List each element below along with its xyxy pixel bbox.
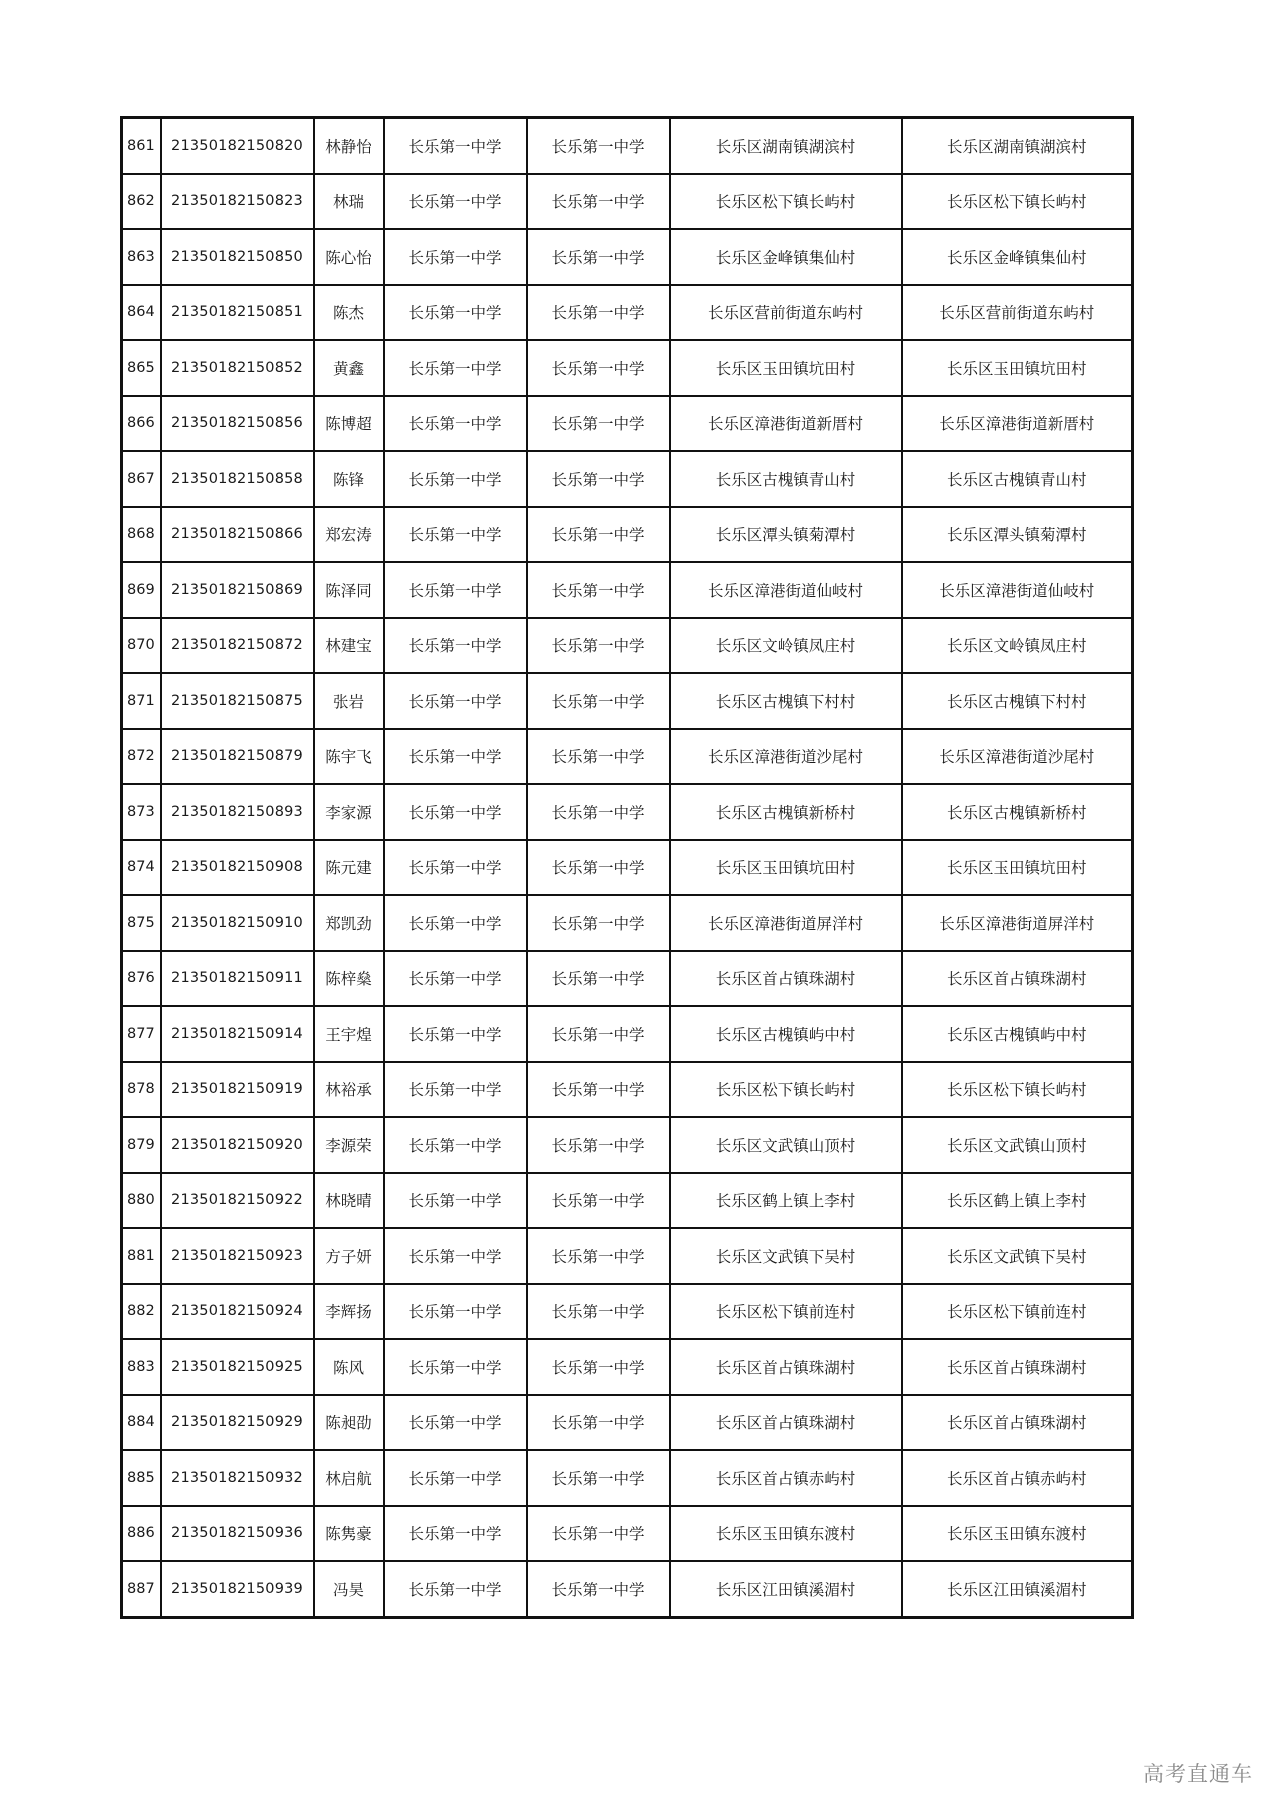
household-address-cell: 长乐区首占镇珠湖村 (670, 951, 902, 1007)
graduation-school-cell: 长乐第一中学 (384, 784, 527, 840)
exam-id-cell: 21350182150929 (161, 1395, 314, 1451)
household-address-cell: 长乐区文武镇下吴村 (670, 1228, 902, 1284)
exam-id-cell: 21350182150852 (161, 340, 314, 396)
student-name-cell: 王宇煌 (314, 1006, 384, 1062)
table-row (122, 1506, 1133, 1562)
student-name-cell: 陈梓燊 (314, 951, 384, 1007)
household-address-cell: 长乐区漳港街道屏洋村 (670, 895, 902, 951)
student-name-cell: 郑凯劲 (314, 895, 384, 951)
table-row (122, 1395, 1133, 1451)
household-address-cell: 长乐区古槐镇下村村 (670, 673, 902, 729)
home-address-cell: 长乐区首占镇珠湖村 (902, 1395, 1133, 1451)
row-number-cell: 870 (122, 618, 161, 674)
row-number-cell: 874 (122, 840, 161, 896)
table-row (122, 340, 1133, 396)
graduation-school-cell: 长乐第一中学 (384, 1561, 527, 1617)
graduation-school-cell: 长乐第一中学 (384, 951, 527, 1007)
home-address-cell: 长乐区首占镇珠湖村 (902, 1339, 1133, 1395)
household-address-cell: 长乐区松下镇长屿村 (670, 174, 902, 230)
student-name-cell: 陈宇飞 (314, 729, 384, 785)
table-row (122, 1561, 1133, 1617)
table-row (122, 1284, 1133, 1340)
row-number-cell: 871 (122, 673, 161, 729)
home-address-cell: 长乐区潭头镇菊潭村 (902, 507, 1133, 563)
graduation-school-cell: 长乐第一中学 (384, 618, 527, 674)
exam-id-cell: 21350182150858 (161, 451, 314, 507)
graduation-school-cell: 长乐第一中学 (384, 1006, 527, 1062)
table-row (122, 451, 1133, 507)
graduation-school-cell: 长乐第一中学 (384, 174, 527, 230)
row-number-cell: 878 (122, 1062, 161, 1118)
exam-id-cell: 21350182150910 (161, 895, 314, 951)
graduation-school-cell: 长乐第一中学 (384, 729, 527, 785)
roster-body (122, 118, 1133, 1618)
household-address-cell: 长乐区松下镇前连村 (670, 1284, 902, 1340)
row-number-cell: 861 (122, 118, 161, 174)
row-number-cell: 872 (122, 729, 161, 785)
household-address-cell: 长乐区首占镇珠湖村 (670, 1339, 902, 1395)
household-address-cell: 长乐区文岭镇凤庄村 (670, 618, 902, 674)
home-address-cell: 长乐区文武镇山顶村 (902, 1117, 1133, 1173)
household-address-cell: 长乐区漳港街道沙尾村 (670, 729, 902, 785)
registered-school-cell: 长乐第一中学 (527, 507, 670, 563)
household-address-cell: 长乐区古槐镇新桥村 (670, 784, 902, 840)
graduation-school-cell: 长乐第一中学 (384, 285, 527, 341)
registered-school-cell: 长乐第一中学 (527, 285, 670, 341)
exam-id-cell: 21350182150875 (161, 673, 314, 729)
row-number-cell: 875 (122, 895, 161, 951)
exam-id-cell: 21350182150936 (161, 1506, 314, 1562)
student-name-cell: 陈隽豪 (314, 1506, 384, 1562)
graduation-school-cell: 长乐第一中学 (384, 1395, 527, 1451)
home-address-cell: 长乐区古槐镇屿中村 (902, 1006, 1133, 1062)
exam-id-cell: 21350182150939 (161, 1561, 314, 1617)
table-row (122, 1173, 1133, 1229)
exam-id-cell: 21350182150851 (161, 285, 314, 341)
row-number-cell: 886 (122, 1506, 161, 1562)
home-address-cell: 长乐区玉田镇坑田村 (902, 840, 1133, 896)
graduation-school-cell: 长乐第一中学 (384, 840, 527, 896)
row-number-cell: 884 (122, 1395, 161, 1451)
table-row (122, 1117, 1133, 1173)
student-name-cell: 黄鑫 (314, 340, 384, 396)
home-address-cell: 长乐区首占镇赤屿村 (902, 1450, 1133, 1506)
graduation-school-cell: 长乐第一中学 (384, 1062, 527, 1118)
student-name-cell: 张岩 (314, 673, 384, 729)
student-name-cell: 陈博超 (314, 396, 384, 452)
row-number-cell: 879 (122, 1117, 161, 1173)
table-row (122, 840, 1133, 896)
exam-id-cell: 21350182150820 (161, 118, 314, 174)
table-row (122, 1062, 1133, 1118)
home-address-cell: 长乐区松下镇长屿村 (902, 1062, 1133, 1118)
registered-school-cell: 长乐第一中学 (527, 1284, 670, 1340)
row-number-cell: 865 (122, 340, 161, 396)
household-address-cell: 长乐区松下镇长屿村 (670, 1062, 902, 1118)
exam-id-cell: 21350182150850 (161, 229, 314, 285)
graduation-school-cell: 长乐第一中学 (384, 1117, 527, 1173)
home-address-cell: 长乐区漳港街道新厝村 (902, 396, 1133, 452)
home-address-cell: 长乐区鹤上镇上李村 (902, 1173, 1133, 1229)
exam-id-cell: 21350182150823 (161, 174, 314, 230)
exam-id-cell: 21350182150932 (161, 1450, 314, 1506)
student-name-cell: 林晓晴 (314, 1173, 384, 1229)
household-address-cell: 长乐区玉田镇坑田村 (670, 340, 902, 396)
student-name-cell: 李家源 (314, 784, 384, 840)
table-row (122, 618, 1133, 674)
table-row (122, 895, 1133, 951)
home-address-cell: 长乐区湖南镇湖滨村 (902, 118, 1133, 174)
home-address-cell: 长乐区玉田镇坑田村 (902, 340, 1133, 396)
home-address-cell: 长乐区漳港街道仙岐村 (902, 562, 1133, 618)
table-row (122, 1339, 1133, 1395)
student-name-cell: 林建宝 (314, 618, 384, 674)
graduation-school-cell: 长乐第一中学 (384, 340, 527, 396)
graduation-school-cell: 长乐第一中学 (384, 1284, 527, 1340)
graduation-school-cell: 长乐第一中学 (384, 895, 527, 951)
household-address-cell: 长乐区金峰镇集仙村 (670, 229, 902, 285)
student-name-cell: 林瑞 (314, 174, 384, 230)
exam-id-cell: 21350182150919 (161, 1062, 314, 1118)
household-address-cell: 长乐区玉田镇坑田村 (670, 840, 902, 896)
student-name-cell: 林静怡 (314, 118, 384, 174)
table-row (122, 784, 1133, 840)
student-name-cell: 陈杰 (314, 285, 384, 341)
row-number-cell: 881 (122, 1228, 161, 1284)
table-row (122, 729, 1133, 785)
row-number-cell: 862 (122, 174, 161, 230)
row-number-cell: 876 (122, 951, 161, 1007)
household-address-cell: 长乐区鹤上镇上李村 (670, 1173, 902, 1229)
registered-school-cell: 长乐第一中学 (527, 1339, 670, 1395)
student-name-cell: 方子妍 (314, 1228, 384, 1284)
registered-school-cell: 长乐第一中学 (527, 340, 670, 396)
registered-school-cell: 长乐第一中学 (527, 1561, 670, 1617)
graduation-school-cell: 长乐第一中学 (384, 673, 527, 729)
registered-school-cell: 长乐第一中学 (527, 895, 670, 951)
exam-id-cell: 21350182150923 (161, 1228, 314, 1284)
home-address-cell: 长乐区古槐镇下村村 (902, 673, 1133, 729)
table-row (122, 118, 1133, 174)
row-number-cell: 887 (122, 1561, 161, 1617)
student-name-cell: 陈心怡 (314, 229, 384, 285)
exam-id-cell: 21350182150924 (161, 1284, 314, 1340)
student-name-cell: 林裕承 (314, 1062, 384, 1118)
registered-school-cell: 长乐第一中学 (527, 1506, 670, 1562)
household-address-cell: 长乐区湖南镇湖滨村 (670, 118, 902, 174)
registered-school-cell: 长乐第一中学 (527, 673, 670, 729)
registered-school-cell: 长乐第一中学 (527, 1450, 670, 1506)
registered-school-cell: 长乐第一中学 (527, 451, 670, 507)
graduation-school-cell: 长乐第一中学 (384, 1339, 527, 1395)
home-address-cell: 长乐区玉田镇东渡村 (902, 1506, 1133, 1562)
household-address-cell: 长乐区江田镇溪湄村 (670, 1561, 902, 1617)
graduation-school-cell: 长乐第一中学 (384, 1506, 527, 1562)
exam-id-cell: 21350182150925 (161, 1339, 314, 1395)
household-address-cell: 长乐区古槐镇屿中村 (670, 1006, 902, 1062)
table-row (122, 396, 1133, 452)
registered-school-cell: 长乐第一中学 (527, 840, 670, 896)
home-address-cell: 长乐区首占镇珠湖村 (902, 951, 1133, 1007)
exam-id-cell: 21350182150879 (161, 729, 314, 785)
student-name-cell: 陈泽同 (314, 562, 384, 618)
household-address-cell: 长乐区潭头镇菊潭村 (670, 507, 902, 563)
graduation-school-cell: 长乐第一中学 (384, 507, 527, 563)
student-name-cell: 郑宏涛 (314, 507, 384, 563)
row-number-cell: 882 (122, 1284, 161, 1340)
home-address-cell: 长乐区文武镇下吴村 (902, 1228, 1133, 1284)
graduation-school-cell: 长乐第一中学 (384, 118, 527, 174)
student-name-cell: 陈昶劭 (314, 1395, 384, 1451)
table-row (122, 673, 1133, 729)
graduation-school-cell: 长乐第一中学 (384, 229, 527, 285)
household-address-cell: 长乐区首占镇赤屿村 (670, 1450, 902, 1506)
home-address-cell: 长乐区文岭镇凤庄村 (902, 618, 1133, 674)
registered-school-cell: 长乐第一中学 (527, 1117, 670, 1173)
home-address-cell: 长乐区营前街道东屿村 (902, 285, 1133, 341)
home-address-cell: 长乐区漳港街道沙尾村 (902, 729, 1133, 785)
student-roster-table (120, 116, 1134, 1619)
household-address-cell: 长乐区漳港街道新厝村 (670, 396, 902, 452)
table-row (122, 174, 1133, 230)
student-name-cell: 李源荣 (314, 1117, 384, 1173)
graduation-school-cell: 长乐第一中学 (384, 451, 527, 507)
exam-id-cell: 21350182150872 (161, 618, 314, 674)
home-address-cell: 长乐区漳港街道屏洋村 (902, 895, 1133, 951)
row-number-cell: 880 (122, 1173, 161, 1229)
registered-school-cell: 长乐第一中学 (527, 1006, 670, 1062)
row-number-cell: 866 (122, 396, 161, 452)
table-row (122, 951, 1133, 1007)
exam-id-cell: 21350182150911 (161, 951, 314, 1007)
student-name-cell: 陈元建 (314, 840, 384, 896)
student-name-cell: 冯昊 (314, 1561, 384, 1617)
registered-school-cell: 长乐第一中学 (527, 1395, 670, 1451)
row-number-cell: 868 (122, 507, 161, 563)
graduation-school-cell: 长乐第一中学 (384, 562, 527, 618)
row-number-cell: 877 (122, 1006, 161, 1062)
exam-id-cell: 21350182150908 (161, 840, 314, 896)
graduation-school-cell: 长乐第一中学 (384, 1450, 527, 1506)
household-address-cell: 长乐区古槐镇青山村 (670, 451, 902, 507)
household-address-cell: 长乐区玉田镇东渡村 (670, 1506, 902, 1562)
registered-school-cell: 长乐第一中学 (527, 229, 670, 285)
household-address-cell: 长乐区漳港街道仙岐村 (670, 562, 902, 618)
student-name-cell: 陈风 (314, 1339, 384, 1395)
row-number-cell: 869 (122, 562, 161, 618)
registered-school-cell: 长乐第一中学 (527, 951, 670, 1007)
table-row (122, 229, 1133, 285)
registered-school-cell: 长乐第一中学 (527, 562, 670, 618)
row-number-cell: 873 (122, 784, 161, 840)
registered-school-cell: 长乐第一中学 (527, 1173, 670, 1229)
registered-school-cell: 长乐第一中学 (527, 1062, 670, 1118)
exam-id-cell: 21350182150856 (161, 396, 314, 452)
registered-school-cell: 长乐第一中学 (527, 784, 670, 840)
row-number-cell: 885 (122, 1450, 161, 1506)
table-row (122, 562, 1133, 618)
home-address-cell: 长乐区古槐镇青山村 (902, 451, 1133, 507)
table-row (122, 1450, 1133, 1506)
graduation-school-cell: 长乐第一中学 (384, 1228, 527, 1284)
graduation-school-cell: 长乐第一中学 (384, 1173, 527, 1229)
table-row (122, 285, 1133, 341)
student-name-cell: 林启航 (314, 1450, 384, 1506)
household-address-cell: 长乐区首占镇珠湖村 (670, 1395, 902, 1451)
exam-id-cell: 21350182150866 (161, 507, 314, 563)
household-address-cell: 长乐区文武镇山顶村 (670, 1117, 902, 1173)
row-number-cell: 867 (122, 451, 161, 507)
registered-school-cell: 长乐第一中学 (527, 729, 670, 785)
watermark-text: 高考直通车 (1143, 1762, 1253, 1786)
exam-id-cell: 21350182150869 (161, 562, 314, 618)
registered-school-cell: 长乐第一中学 (527, 174, 670, 230)
registered-school-cell: 长乐第一中学 (527, 618, 670, 674)
student-name-cell: 陈锋 (314, 451, 384, 507)
household-address-cell: 长乐区营前街道东屿村 (670, 285, 902, 341)
exam-id-cell: 21350182150922 (161, 1173, 314, 1229)
home-address-cell: 长乐区古槐镇新桥村 (902, 784, 1133, 840)
exam-id-cell: 21350182150893 (161, 784, 314, 840)
row-number-cell: 863 (122, 229, 161, 285)
home-address-cell: 长乐区江田镇溪湄村 (902, 1561, 1133, 1617)
table-row (122, 1006, 1133, 1062)
table-row (122, 1228, 1133, 1284)
student-name-cell: 李辉扬 (314, 1284, 384, 1340)
home-address-cell: 长乐区金峰镇集仙村 (902, 229, 1133, 285)
table-row (122, 507, 1133, 563)
registered-school-cell: 长乐第一中学 (527, 396, 670, 452)
row-number-cell: 864 (122, 285, 161, 341)
home-address-cell: 长乐区松下镇前连村 (902, 1284, 1133, 1340)
row-number-cell: 883 (122, 1339, 161, 1395)
graduation-school-cell: 长乐第一中学 (384, 396, 527, 452)
registered-school-cell: 长乐第一中学 (527, 1228, 670, 1284)
exam-id-cell: 21350182150914 (161, 1006, 314, 1062)
home-address-cell: 长乐区松下镇长屿村 (902, 174, 1133, 230)
registered-school-cell: 长乐第一中学 (527, 118, 670, 174)
exam-id-cell: 21350182150920 (161, 1117, 314, 1173)
